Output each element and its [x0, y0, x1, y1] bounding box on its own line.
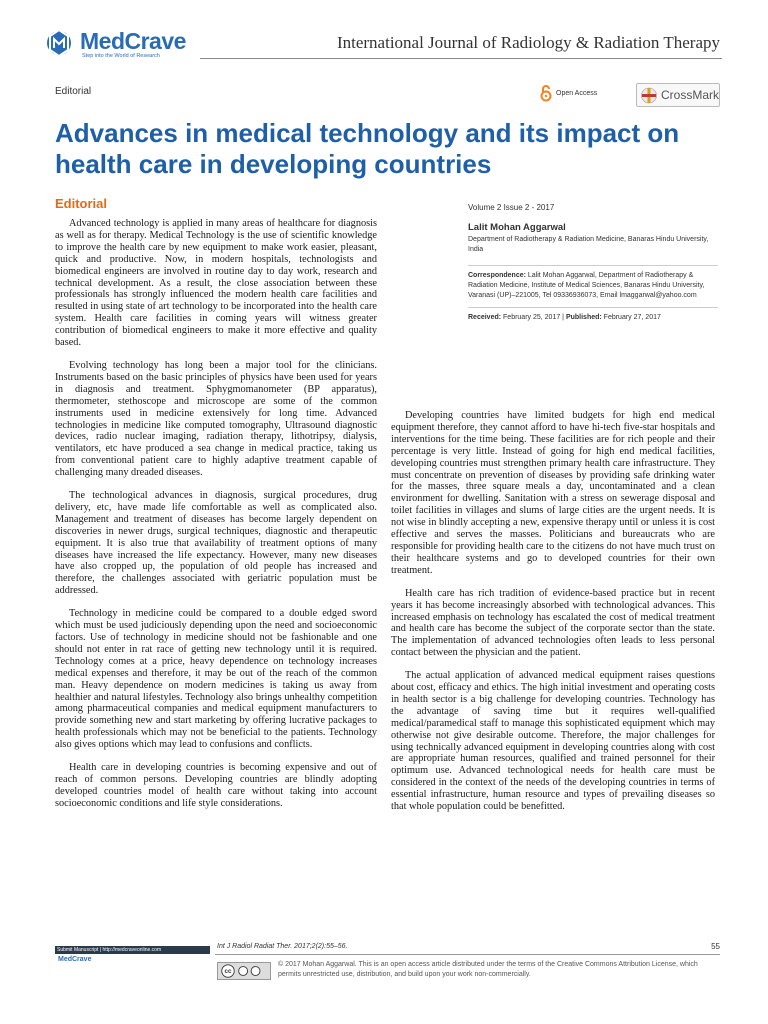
- paragraph: Health care in developing countries is becoming expensive and out of reach of common persons. Developing countries are blindly adopting developed countries model of health care without taking into account socioeconomic conditions and life style considerations.: [55, 762, 377, 809]
- correspondence-text: Lalit Mohan Aggarwal, Department of Radiotherapy & Radiation Medicine, Institute of Medical Sciences, Banaras Hindu University, Varanasi (UP)–221005, Tel 09336936073, Email lmaggarwal@yahoo.com: [468, 272, 705, 299]
- received-date: February 25, 2017 |: [501, 314, 566, 321]
- metadata-divider: [468, 265, 718, 266]
- crossmark-button[interactable]: [636, 83, 720, 107]
- crossmark-icon: [641, 87, 657, 104]
- open-access-label: Open Access: [556, 90, 598, 97]
- paragraph: The actual application of advanced medical equipment raises questions about cost, efficacy and ethics. The high initial investment and operating costs in health sector is a big challenge for developing countries. Technology has the advantage of saving time but it requires well-qualified medical/paramedical staff to manage this sophisticated equipment which may otherwise not give desirable outcome. Therefore, the major challenges for using technically advanced equipment in developing countries along with cost are appropriate human resources, qualified and trained personnel for their optimum use. Advanced technological needs for health care must be considered in the context of the needs of the developing countries in terms of essential infrastructure, human resource and types of prevailing diseases so that whole population could be benefitted.: [391, 670, 715, 813]
- author-name: Lalit Mohan Aggarwal: [468, 222, 566, 233]
- medcrave-logo[interactable]: [44, 28, 194, 62]
- metadata-divider: [468, 307, 718, 308]
- correspondence: [468, 271, 718, 301]
- paragraph: Evolving technology has long been a major tool for the clinicians. Instruments based on the basic principles of physics have been used for years in diagnosis and treatment. Sphygmomanometer (BP apparatus), thermometer, stethoscope and microscope are some of the common instruments used in medicine extensively for long time. Advanced technologies in medicine like computed tomography, Ultrasound diagnostic devices, radio nuclear imaging, radiation therapy, lithotripsy, dialysis, ventilators, etc have produced a sea change in medical practice, taking us from conventional patient care to highly adaptive treatment capable of challenging many dreaded diseases.: [55, 359, 377, 479]
- section-heading: Editorial: [55, 196, 108, 211]
- paragraph: Advanced technology is applied in many areas of healthcare for diagnosis as well as for therapy. Medical Technology is the use of scientific knowledge to improve the health care by new equipment to make work easier, pleasant, quick and productive. Now, in modern hospitals, technologists and biomedical engineers are involved in routine day to day work, research and technical development. As a result, the close association between these professionals has strongly influenced the modern health care facilities and resulted in using state of art technology to be incorporated into the health care system. Health care facilities in coming years will witness greater contribution of biomedical engineers to make it more effective and quality based.: [55, 218, 377, 349]
- published-label: Published:: [565, 314, 602, 321]
- page-number: 55: [711, 942, 720, 951]
- footer-logo: MedCrave: [58, 956, 92, 963]
- medcrave-logo-icon: [44, 28, 78, 58]
- correspondence-label: Correspondence:: [468, 272, 526, 279]
- author-affiliation: Department of Radiotherapy & Radiation Medicine, Banaras Hindu University, India: [468, 236, 709, 253]
- article-metadata: [468, 203, 718, 323]
- body-column-left: [55, 218, 377, 821]
- article-title: Advances in medical technology and its impact on health care in developing countries: [55, 118, 680, 179]
- body-column-right: [391, 410, 715, 824]
- published-date: February 27, 2017: [601, 314, 661, 321]
- license-text: © 2017 Mohan Aggarwal. This is an open access article distributed under the terms of the Creative Commons Attribution License, which permits unrestricted use, distribution, and build upon your work non-commercially.: [278, 961, 698, 978]
- submit-manuscript-link[interactable]: Submit Manuscript | http://medcraveonline.com: [57, 947, 162, 953]
- citation: Int J Radiol Radiat Ther. 2017;2(2):55‒56.: [217, 943, 348, 950]
- open-access-lock-icon: [540, 84, 552, 102]
- crossmark-label: CrossMark: [661, 88, 720, 102]
- footer-divider: [215, 954, 720, 955]
- paragraph: Technology in medicine could be compared to a double edged sword which must be used judiciously depending upon the need and socioeconomic factors. Use of technology in medicine should not be fashionable and one should not enter in rat race of getting new technology until it is required. Technology comes at a price, heavy dependence on technology increases medical expenses and therefore, it may be out of the reach of the common man. Heavy dependence on modern medicines is taking us away from healthier and natural lifestyles. Technology also brings unhealthy competition among pharmaceutical companies and medical equipment manufacturers to provide something new and start marketing by offering lucrative packages to health professionals which may not be beneficial to the patients. Technology also gives options which may lead to confusions and conflicts.: [55, 608, 377, 751]
- article-type: Editorial: [55, 86, 92, 97]
- page-header: [0, 0, 768, 70]
- received-label: Received:: [468, 314, 502, 321]
- paragraph: The technological advances in diagnosis, surgical procedures, drug delivery, etc, have made life comfortable as well as complicated also. Management and treatment of diseases has become largely dependent on discoveries in newer drugs, surgical techniques, diagnostic and therapeutic equipment. It is also true that availability of treatment options of many diseases have increased the life expectancy. However, many new diseases have also cropped up, the population of old people has increased and therefore, the challenges associated with geriatric population must be addressed.: [55, 490, 377, 597]
- volume-issue: Volume 2 Issue 2 - 2017: [468, 203, 555, 212]
- paragraph: Developing countries have limited budgets for high end medical equipment therefore, they cannot afford to have hi-tech five-star hospitals and interventions for the time being. These facilities are for rich people and their percentage is very little. Instead of going for high end medical facilities, developing countries must strengthen primary health care infrastructure. They must concentrate on prevention of diseases by providing safe drinking water for the masses, three square meals a day, uncontaminated and a clean environment for dwelling. Sanitation with a stress on sewerage disposal and toilet facilities in villages and slums of large cities are the urgent needs. It is not wise in blindly accepting a new, expensive therapy until or unless it is cost effective and serves the masses. Politicians and bureaucrats who are responsible for providing health care to the citizens do not have much trust on their healthcare systems and go to developed countries for their own treatment.: [391, 410, 715, 576]
- logo-tagline: Step into the World of Research: [82, 53, 160, 59]
- article-dates: [468, 313, 718, 323]
- logo-name: MedCrave: [80, 28, 186, 54]
- creative-commons-icon[interactable]: [217, 962, 271, 980]
- svg-text:cc: cc: [224, 968, 232, 976]
- paragraph: Health care has rich tradition of evidence-based practice but in recent years it has become increasingly absorbed with technological advances. This increased emphasis on technology has escalated the cost of medical treatment and health care has become the subject of the corporate sector than the state. The implementation of advanced technologies often leads to less personal contact between the physician and the patient.: [391, 587, 715, 659]
- journal-title: International Journal of Radiology & Radiation Therapy: [336, 33, 720, 52]
- header-divider: [200, 58, 722, 59]
